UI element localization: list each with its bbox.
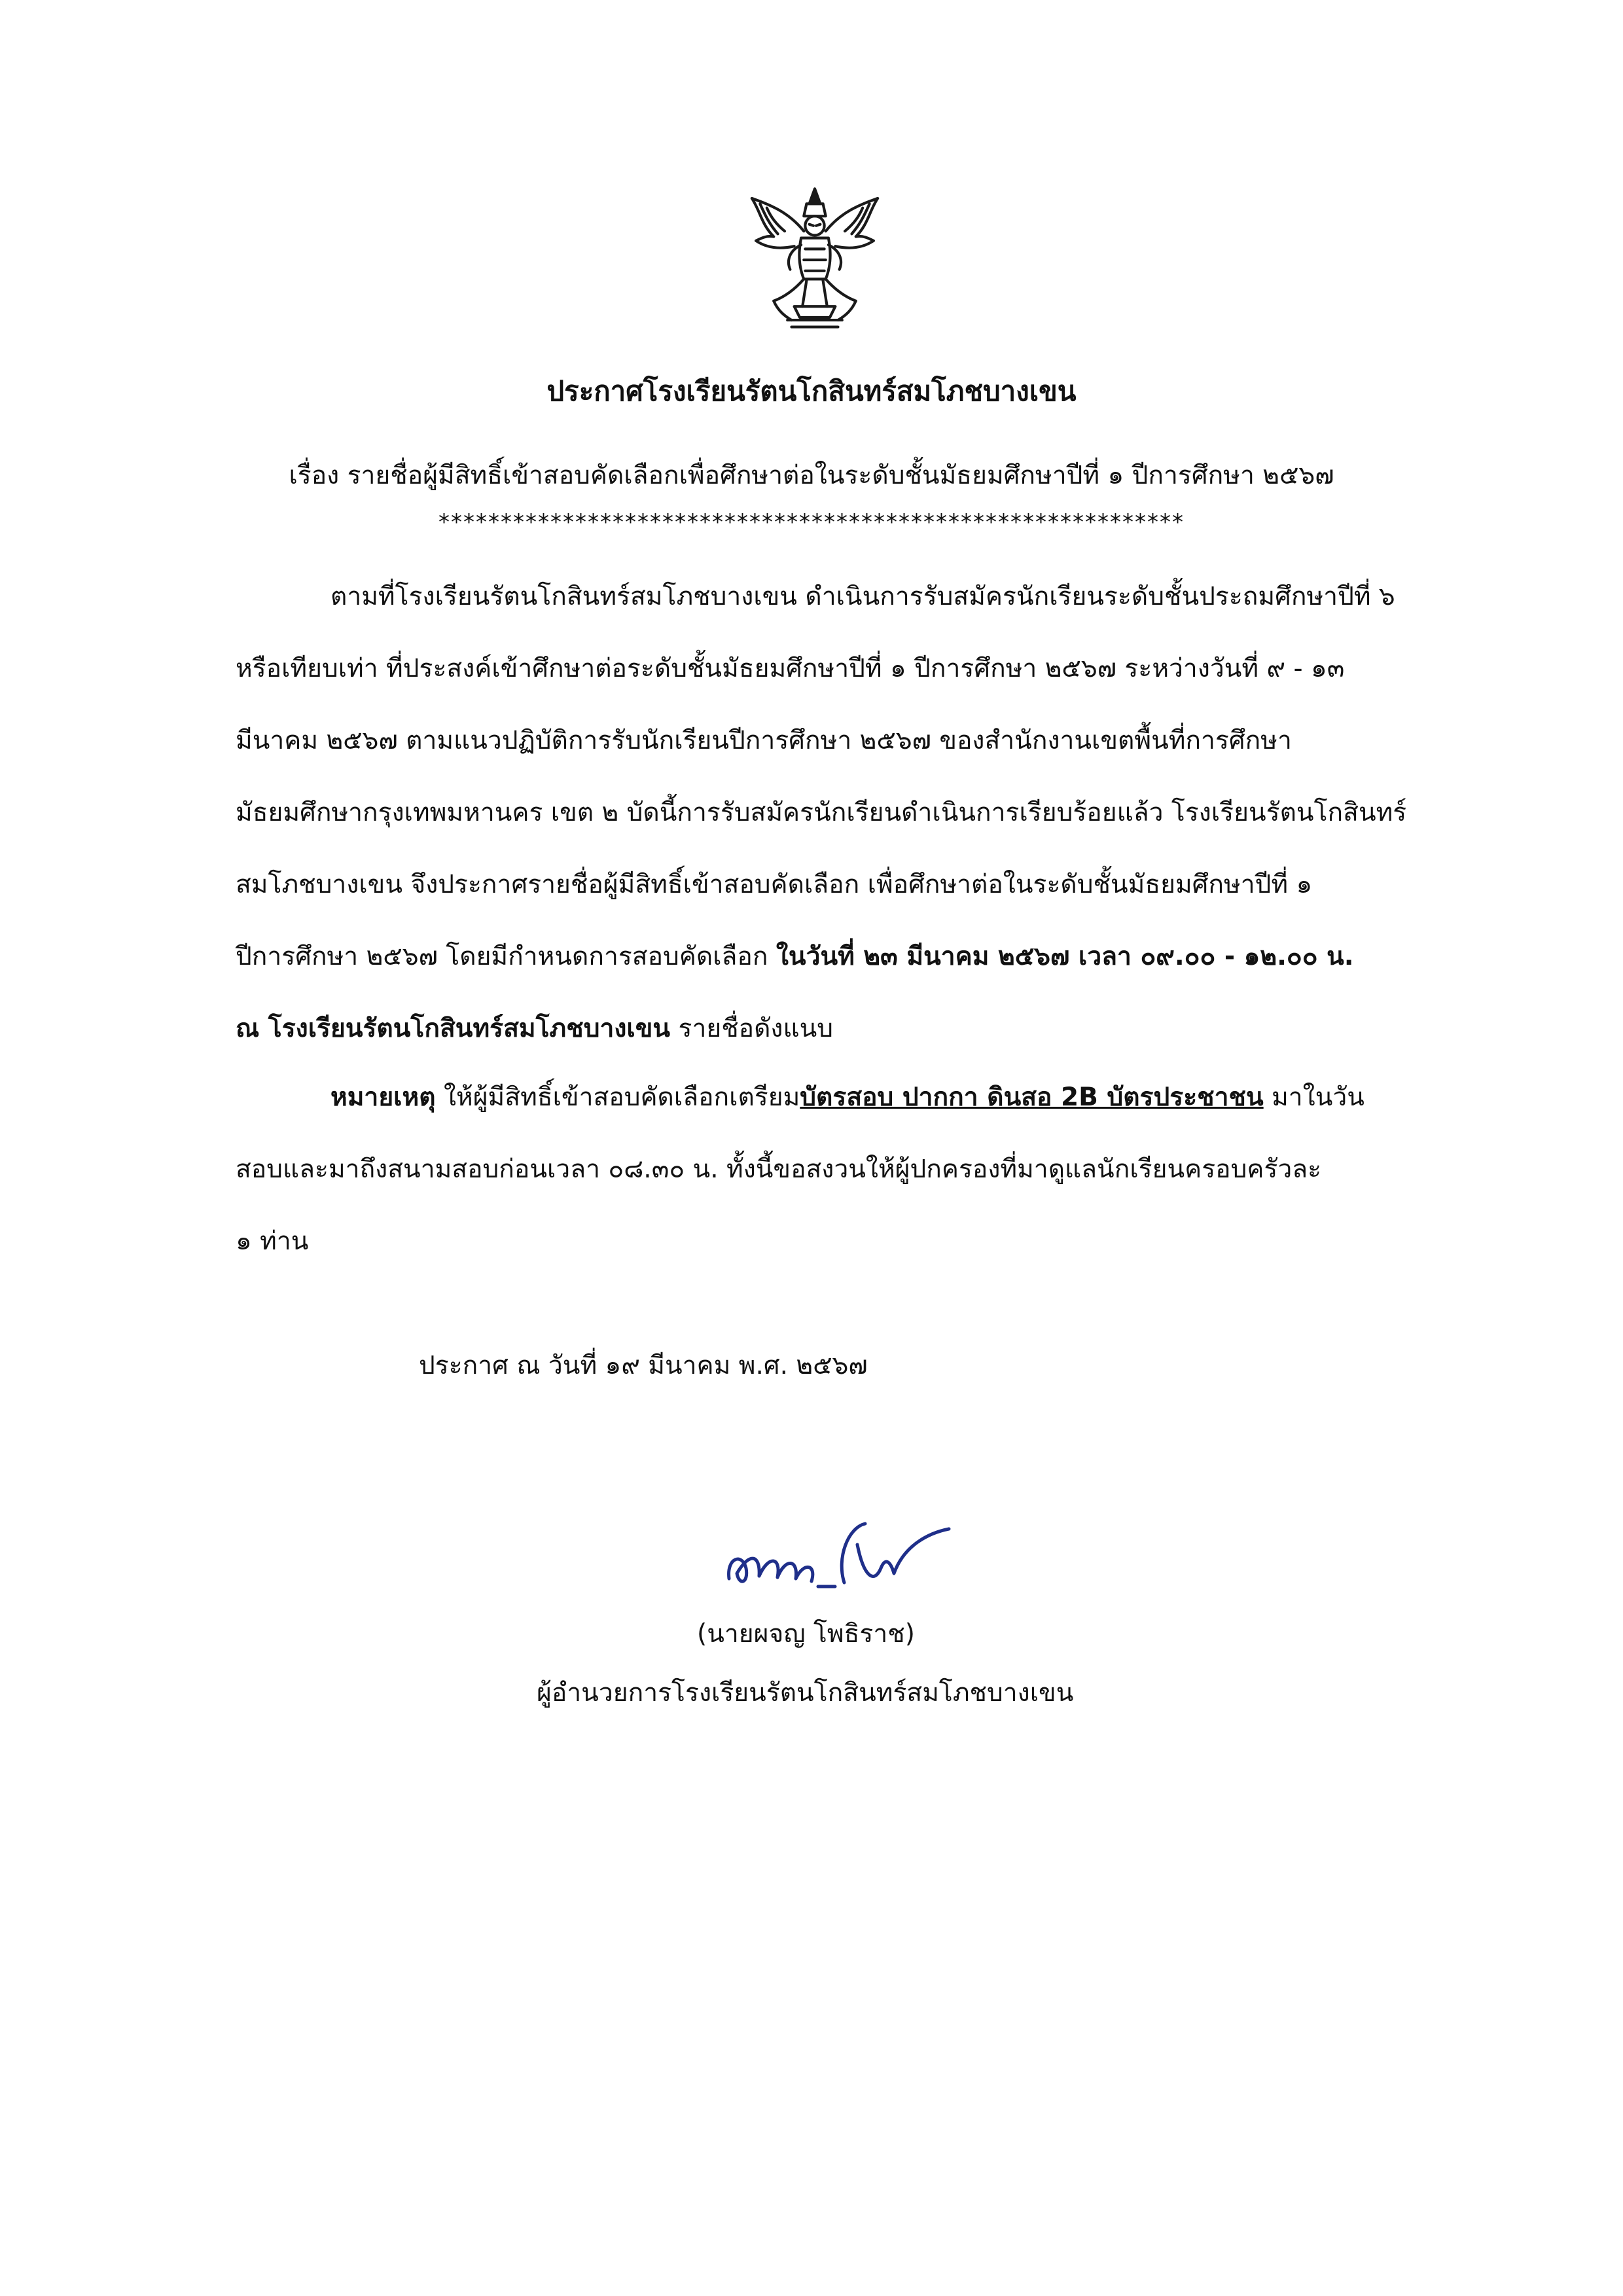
- announcement-date: ประกาศ ณ วันที่ ๑๙ มีนาคม พ.ศ. ๒๕๖๗: [419, 1351, 868, 1380]
- garuda-emblem-icon: [746, 183, 883, 334]
- body-line-6-text: ปีการศึกษา ๒๕๖๗ โดยมีกำหนดการสอบคัดเลือก: [236, 942, 768, 971]
- body-line-7: [236, 1008, 833, 1049]
- body-line-4: มัธยมศึกษากรุงเทพมหานคร เขต ๒ บัดนี้การรับสมัครนักเรียนดำเนินการเรียบร้อยแล้ว โรงเรียนรัตนโกสินทร์: [236, 798, 1407, 827]
- body-line-6: [236, 936, 1354, 977]
- body-line-2: หรือเทียบเท่า ที่ประสงค์เข้าศึกษาต่อระดับชั้นมัธยมศึกษาปีที่ ๑ ปีการศึกษา ๒๕๖๗ ระหว่างวันที่ ๙ - ๑๓: [236, 654, 1345, 683]
- body-line-5: สมโภชบางเขน จึงประกาศรายชื่อผู้มีสิทธิ์เข้าสอบคัดเลือก เพื่อศึกษาต่อในระดับชั้นมัธยมศึกษาปีที่ ๑: [236, 870, 1313, 899]
- note-line-3: ๑ ท่าน: [236, 1227, 309, 1256]
- exam-venue: ณ โรงเรียนรัตนโกสินทร์สมโภชบางเขน: [236, 1014, 671, 1043]
- required-items: บัตรสอบ ปากกา ดินสอ 2B บัตรประชาชน: [800, 1083, 1264, 1112]
- separator-line: ************************************************************: [438, 509, 1185, 535]
- note-text-before: ให้ผู้มีสิทธิ์เข้าสอบคัดเลือกเตรียม: [443, 1083, 800, 1112]
- note-line-2: สอบและมาถึงสนามสอบก่อนเวลา ๐๘.๓๐ น. ทั้งนี้ขอสงวนให้ผู้ปกครองที่มาดูแลนักเรียนครอบครัวละ: [236, 1155, 1322, 1184]
- body-line-7-text: รายชื่อดังแนบ: [678, 1014, 834, 1043]
- exam-datetime: ในวันที่ ๒๓ มีนาคม ๒๕๖๗ เวลา ๐๙.๐๐ - ๑๒.๐๐ น.: [776, 942, 1354, 971]
- note-text-after: มาในวัน: [1272, 1083, 1364, 1112]
- announcement-subject: เรื่อง รายชื่อผู้มีสิทธิ์เข้าสอบคัดเลือกเพื่อศึกษาต่อในระดับชั้นมัธยมศึกษาปีที่ ๑ ปีการศึกษา ๒๕๖๗: [289, 461, 1334, 490]
- body-line-3: มีนาคม ๒๕๖๗ ตามแนวปฏิบัติการรับนักเรียนปีการศึกษา ๒๕๖๗ ของสำนักงานเขตพื้นที่การศึกษา: [236, 726, 1292, 755]
- signature: [720, 1505, 955, 1604]
- note-label: หมายเหตุ: [330, 1083, 436, 1112]
- note-line-1: [330, 1077, 1364, 1117]
- announcement-title: ประกาศโรงเรียนรัตนโกสินทร์สมโภชบางเขน: [546, 375, 1077, 407]
- signatory-position: ผู้อำนวยการโรงเรียนรัตนโกสินทร์สมโภชบางเขน: [537, 1678, 1074, 1708]
- body-line-1: ตามที่โรงเรียนรัตนโกสินทร์สมโภชบางเขน ดำเนินการรับสมัครนักเรียนระดับชั้นประถมศึกษาปีที่ ๖: [330, 582, 1395, 611]
- signatory-name: (นายผจญ โพธิราช): [697, 1619, 915, 1649]
